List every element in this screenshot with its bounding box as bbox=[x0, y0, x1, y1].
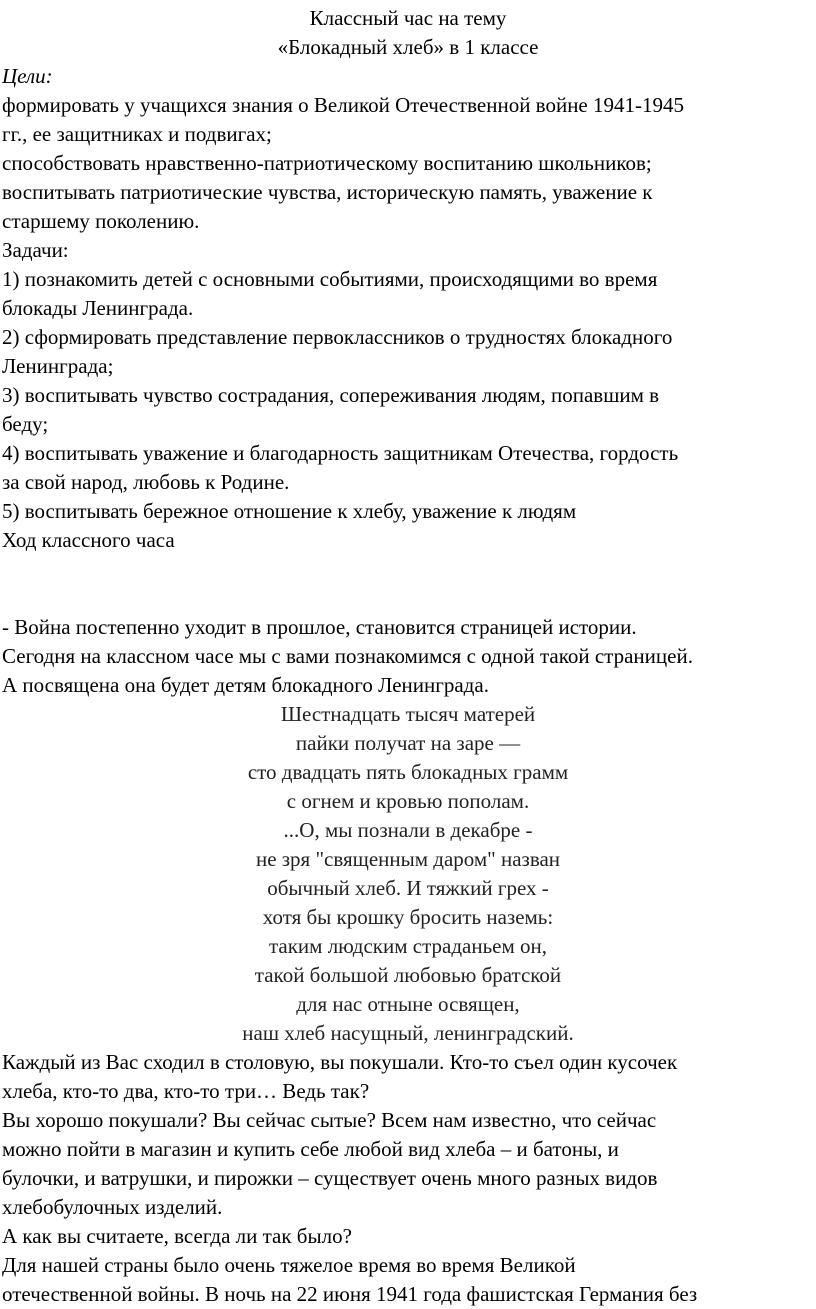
goals-line: воспитывать патриотические чувства, историческую память, уважение к bbox=[2, 180, 653, 204]
tasks-line: 5) воспитывать бережное отношение к хлебу, уважение к людям bbox=[2, 499, 577, 523]
body-line: Для нашей страны было очень тяжелое время во время Великой bbox=[2, 1253, 576, 1277]
goals-line: гг., ее защитниках и подвигах; bbox=[2, 122, 272, 146]
body-line: Вы хорошо покушали? Вы сейчас сытые? Всем нам известно, что сейчас bbox=[2, 1108, 657, 1132]
intro-line: - Война постепенно уходит в прошлое, становится страницей истории. bbox=[2, 615, 637, 639]
tasks-line: 4) воспитывать уважение и благодарность защитникам Отечества, гордость bbox=[2, 441, 679, 465]
poem-line: с огнем и кровью пополам. bbox=[286, 789, 530, 813]
poem-line: обычный хлеб. И тяжкий грех - bbox=[267, 876, 549, 900]
poem bbox=[2, 700, 816, 1048]
tasks-line: за свой народ, любовь к Родине. bbox=[2, 470, 290, 494]
body-line: хлеба, кто-то два, кто-то три… Ведь так? bbox=[2, 1079, 370, 1103]
poem-line: пайки получат на заре — bbox=[295, 731, 521, 755]
tasks-line: 2) сформировать представление первоклассников о трудностях блокадного bbox=[2, 325, 673, 349]
intro-line: А посвящена она будет детям блокадного Ленинграда. bbox=[2, 673, 489, 697]
tasks-label: Задачи: bbox=[2, 238, 69, 262]
blank-space bbox=[2, 555, 816, 613]
intro-line: Сегодня на классном часе мы с вами познакомимся с одной такой страницей. bbox=[2, 644, 693, 668]
goals-line: старшему поколению. bbox=[2, 209, 200, 233]
progress-heading: Ход классного часа bbox=[2, 528, 175, 552]
goals-list bbox=[2, 91, 816, 236]
title-line-2: «Блокадный хлеб» в 1 классе bbox=[277, 35, 539, 59]
poem-line: хотя бы крошку бросить наземь: bbox=[262, 905, 554, 929]
goals-label: Цели: bbox=[2, 64, 53, 88]
goals-line: способствовать нравственно-патриотическому воспитанию школьников; bbox=[2, 151, 652, 175]
title-line-1: Классный час на тему bbox=[309, 6, 507, 30]
tasks-list bbox=[2, 265, 816, 526]
tasks-line: 3) воспитывать чувство сострадания, сопереживания людям, попавшим в bbox=[2, 383, 660, 407]
poem-line: не зря "священным даром" назван bbox=[255, 847, 561, 871]
poem-line: ...О, мы познали в декабре - bbox=[283, 818, 533, 842]
tasks-line: 1) познакомить детей с основными событиями, происходящими во время bbox=[2, 267, 658, 291]
poem-line: такой большой любовью братской bbox=[254, 963, 562, 987]
tasks-line: Ленинграда; bbox=[2, 354, 114, 378]
poem-line: для нас отныне освящен, bbox=[296, 992, 520, 1016]
body-paragraph bbox=[2, 1048, 816, 1309]
intro-paragraph bbox=[2, 613, 816, 700]
tasks-line: беду; bbox=[2, 412, 49, 436]
tasks-line: блокады Ленинграда. bbox=[2, 296, 194, 320]
poem-line: сто двадцать пять блокадных грамм bbox=[247, 760, 569, 784]
body-line: можно пойти в магазин и купить себе любой вид хлеба – и батоны, и bbox=[2, 1137, 619, 1161]
poem-line: таким людским страданьем он, bbox=[268, 934, 548, 958]
body-line: булочки, и ватрушки, и пирожки – существует очень много разных видов bbox=[2, 1166, 658, 1190]
poem-line: Шестнадцать тысяч матерей bbox=[280, 702, 536, 726]
body-line: Каждый из Вас сходил в столовую, вы покушали. Кто-то съел один кусочек bbox=[2, 1050, 678, 1074]
goals-line: формировать у учащихся знания о Великой Отечественной войне 1941-1945 bbox=[2, 93, 684, 117]
poem-line: наш хлеб насущный, ленинградский. bbox=[242, 1021, 574, 1045]
body-line: отечественной войны. В ночь на 22 июня 1941 года фашистская Германия без bbox=[2, 1282, 698, 1306]
body-line: хлебобулочных изделий. bbox=[2, 1195, 223, 1219]
body-line: А как вы считаете, всегда ли так было? bbox=[2, 1224, 352, 1248]
